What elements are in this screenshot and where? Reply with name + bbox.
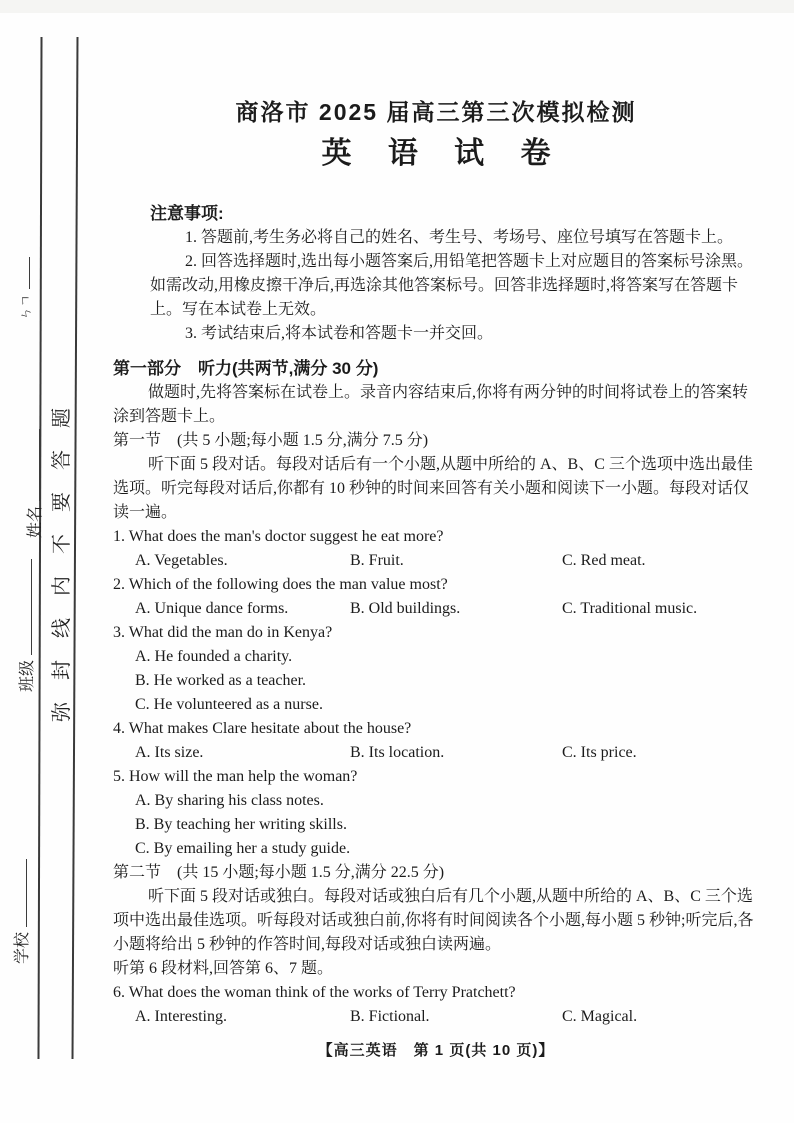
page-footer: 【高三英语 第 1 页(共 10 页)】 xyxy=(317,1042,555,1059)
option-c: C. Red meat. xyxy=(562,552,646,569)
name-blank-line xyxy=(26,429,40,501)
school-field-label: 学校 xyxy=(14,931,31,964)
exam-title: 商洛市 2025 届高三第三次模拟检测 xyxy=(235,99,637,125)
notice-heading: 注意事项: xyxy=(150,204,224,223)
question-2-options xyxy=(113,597,759,621)
seal-warning-text: 弥封线内不要答题 xyxy=(51,386,73,722)
option-c: C. Traditional music. xyxy=(562,600,698,617)
question-3 xyxy=(113,621,759,717)
option-b: B. Old buildings. xyxy=(350,600,461,617)
option-c: C. By emailing her a study guide. xyxy=(135,840,351,857)
class-field xyxy=(18,537,38,692)
section2-intro: 听下面 5 段对话或独白。每段对话或独白后有几个小题,从题中所给的 A、B、C 三个选项中选出最佳选项。听每段对话或独白前,你将有时间阅读各个小题,每小题 5 秒钟;听完后,各小题将给出 5 秒钟的作答时间,每段对话或独白读两遍。 xyxy=(113,888,754,953)
name-field-label: 姓名 xyxy=(27,505,44,538)
option-b: B. Fruit. xyxy=(350,552,404,569)
option-c: C. Its price. xyxy=(562,744,637,761)
exam-content xyxy=(113,0,759,1063)
notice-item-2: 2. 回答选择题时,选出每小题答案后,用铅笔把答题卡上对应题目的答案标号涂黑。如需改动,用橡皮擦干净后,再选涂其他答案标号。回答非选择题时,将答案写在答题卡上。写在本试卷上无效。 xyxy=(150,253,754,318)
option-b: B. Fictional. xyxy=(350,1008,430,1025)
option-a: A. Its size. xyxy=(135,744,204,761)
question-3-stem: 3. What did the man do in Kenya? xyxy=(113,624,333,641)
question-2-stem: 2. Which of the following does the man value most? xyxy=(113,576,448,593)
option-c: C. He volunteered as a nurse. xyxy=(135,696,323,713)
question-1-options xyxy=(113,549,759,573)
class-field-label: 班级 xyxy=(19,659,36,692)
school-field xyxy=(13,830,33,964)
notice-item-3: 3. 考试结束后,将本试卷和答题卡一并交回。 xyxy=(185,325,494,342)
notice-item-1: 1. 答题前,考生务必将自己的姓名、考生号、考场号、座位号填写在答题卡上。 xyxy=(185,229,734,246)
part1-heading: 第一部分 听力(共两节,满分 30 分) xyxy=(113,359,379,378)
option-c: C. Magical. xyxy=(562,1008,638,1025)
class-blank-line xyxy=(18,559,32,655)
option-a: A. Unique dance forms. xyxy=(135,600,289,617)
question-2 xyxy=(113,573,759,621)
question-6-options xyxy=(113,1005,759,1029)
question-4 xyxy=(113,717,759,765)
part1-intro: 做题时,先将答案标在试卷上。录音内容结束后,你将有两分钟的时间将试卷上的答案转涂到答题卡上。 xyxy=(113,384,749,425)
option-a: A. He founded a charity. xyxy=(135,648,293,665)
question-6-stem: 6. What does the woman think of the works of Terry Pratchett? xyxy=(113,984,516,1001)
handwritten-mark: ㄣㄱ xyxy=(18,294,33,320)
question-1-stem: 1. What does the man's doctor suggest he eat more? xyxy=(113,528,444,545)
name-field xyxy=(26,390,46,538)
question-4-stem: 4. What makes Clare hesitate about the house? xyxy=(113,720,412,737)
option-b: B. By teaching her writing skills. xyxy=(135,816,347,833)
question-1 xyxy=(113,525,759,573)
section2-material-note: 听第 6 段材料,回答第 6、7 题。 xyxy=(113,960,334,977)
section2-heading: 第二节 (共 15 小题;每小题 1.5 分,满分 22.5 分) xyxy=(113,864,445,881)
section1-heading: 第一节 (共 5 小题;每小题 1.5 分,满分 7.5 分) xyxy=(113,432,429,449)
exam-number-field xyxy=(16,250,36,320)
option-a: A. By sharing his class notes. xyxy=(135,792,324,809)
question-5-stem: 5. How will the man help the woman? xyxy=(113,768,358,785)
question-5 xyxy=(113,765,759,861)
question-3-options xyxy=(113,645,759,717)
section1-intro: 听下面 5 段对话。每段对话后有一个小题,从题中所给的 A、B、C 三个选项中选出最佳选项。听完每段对话后,你都有 10 秒钟的时间来回答有关小题和阅读下一小题。每段对话仅读一遍。 xyxy=(113,456,753,521)
exam-subtitle: 英 语 试 卷 xyxy=(321,137,565,170)
school-blank-line xyxy=(13,859,27,927)
question-5-options xyxy=(113,789,759,861)
option-b: B. Its location. xyxy=(350,744,445,761)
question-4-options xyxy=(113,741,759,765)
notice-block xyxy=(150,202,759,346)
option-b: B. He worked as a teacher. xyxy=(135,672,307,689)
option-a: A. Interesting. xyxy=(135,1008,227,1025)
option-a: A. Vegetables. xyxy=(135,552,228,569)
exam-number-blank-line xyxy=(16,257,30,289)
seal-line-outer xyxy=(37,37,42,1059)
question-6 xyxy=(113,981,759,1029)
